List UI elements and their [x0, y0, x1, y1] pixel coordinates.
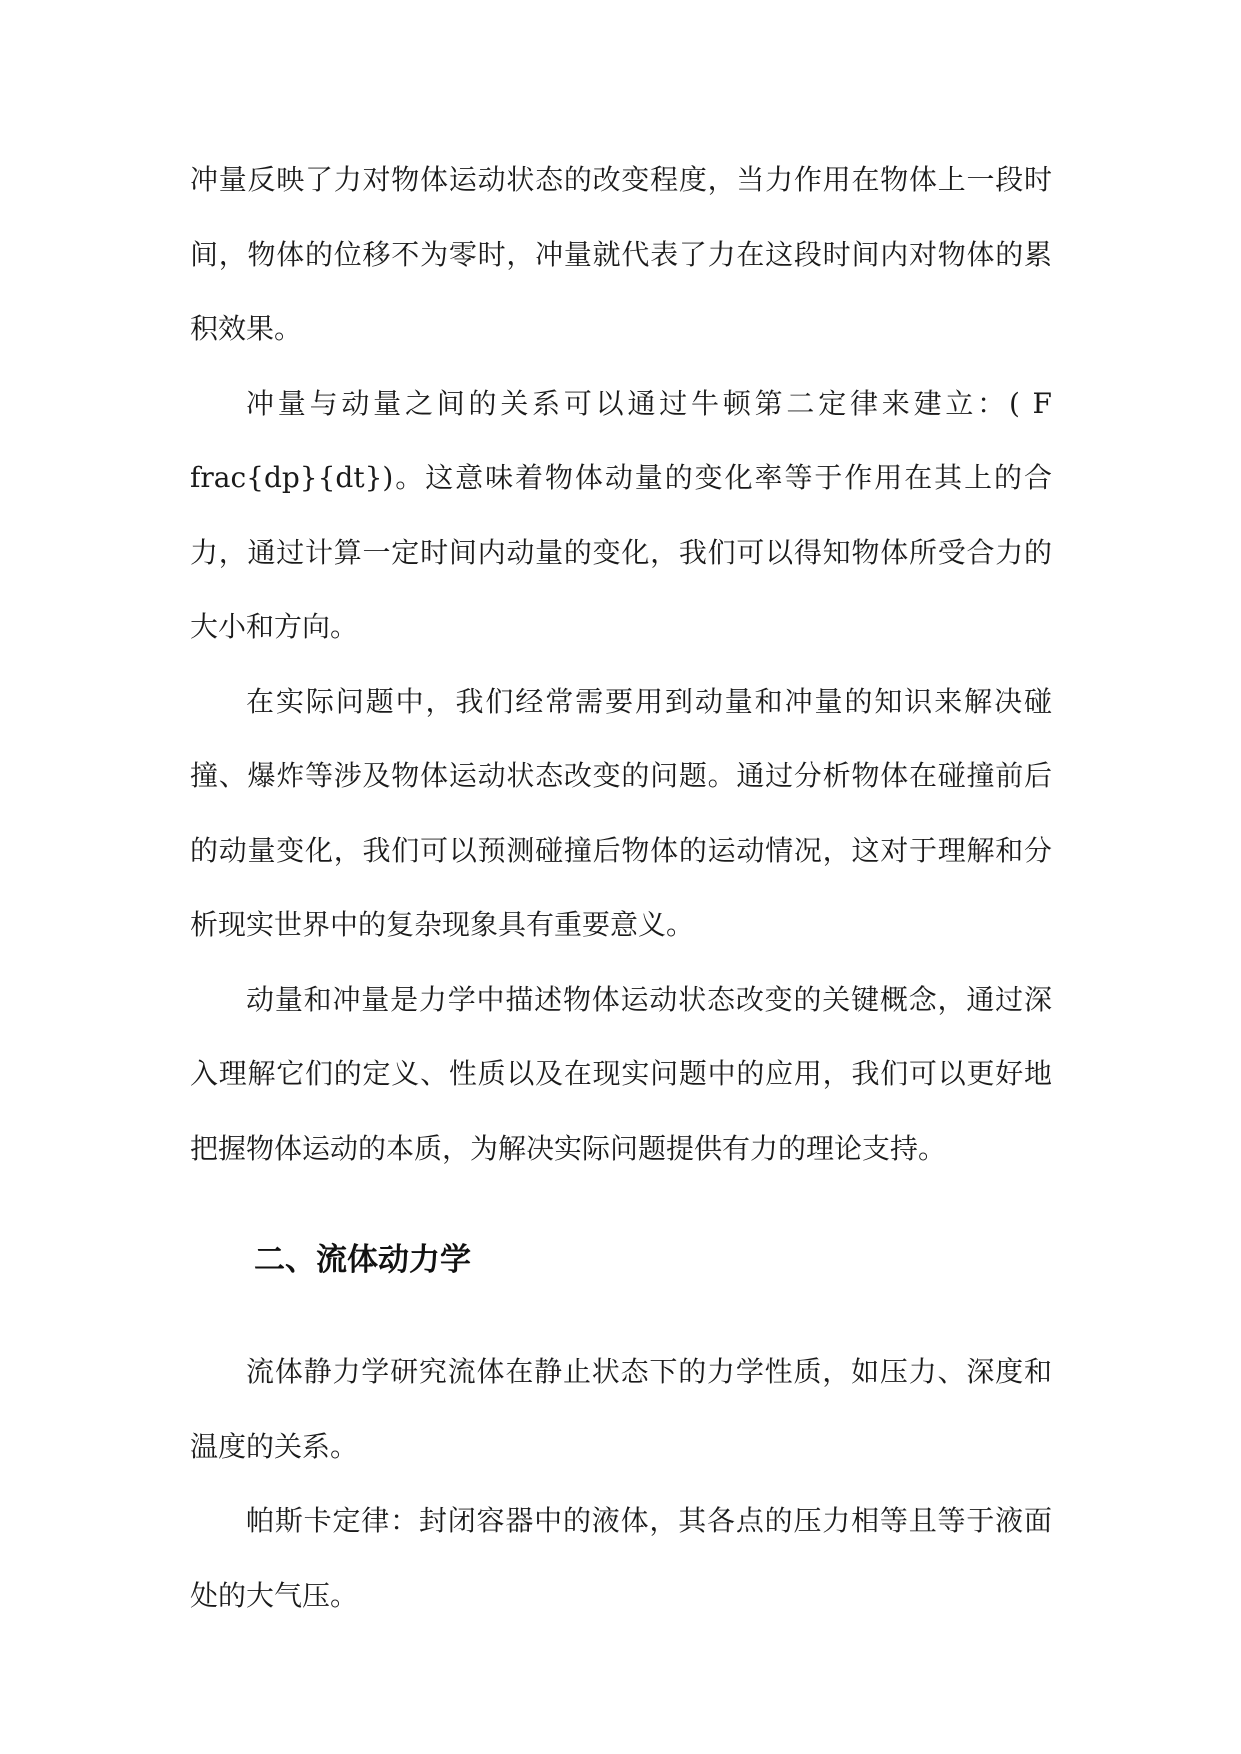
paragraph-pascal-law: 帕斯卡定律：封闭容器中的液体，其各点的压力相等且等于液面处的大气压。: [190, 1504, 1052, 1612]
paragraph-practical-applications: 在实际问题中，我们经常需要用到动量和冲量的知识来解决碰撞、爆炸等涉及物体运动状态改变的问题。通过分析物体在碰撞前后的动量变化，我们可以预测碰撞后物体的运动情况，这对于理解和分析现实世界中的复杂现象具有重要意义。: [190, 684, 1052, 941]
section-heading: 二、流体动力学: [254, 1242, 471, 1279]
paragraph-impulse-effect: 冲量反映了力对物体运动状态的改变程度，当力作用在物体上一段时间，物体的位移不为零时，冲量就代表了力在这段时间内对物体的累积效果。: [190, 163, 1052, 345]
paragraph-impulse-momentum-relation: 冲量与动量之间的关系可以通过牛顿第二定律来建立：( F frac{dp}{dt})。这意味着物体动量的变化率等于作用在其上的合力，通过计算一定时间内动量的变化，我们可以得知物体所受合力的大小和方向。: [190, 386, 1052, 643]
paragraph-fluid-statics: 流体静力学研究流体在静止状态下的力学性质，如压力、深度和温度的关系。: [190, 1355, 1052, 1463]
paragraph-key-concepts-summary: 动量和冲量是力学中描述物体运动状态改变的关键概念，通过深入理解它们的定义、性质以及在现实问题中的应用，我们可以更好地把握物体运动的本质，为解决实际问题提供有力的理论支持。: [190, 982, 1052, 1165]
document-body: [190, 143, 1052, 1633]
